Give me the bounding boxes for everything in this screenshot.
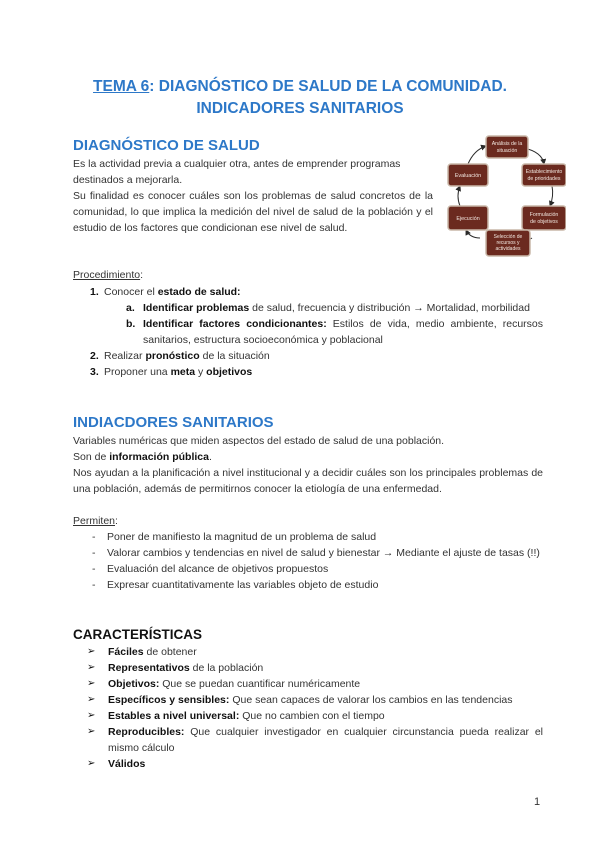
list-item: - Valorar cambios y tendencias en nivel de salud y bienestar → Mediante el ajuste de tasas (!!)	[92, 547, 540, 559]
svg-text:Formulación: Formulación	[529, 212, 559, 218]
permiten-list	[73, 529, 543, 593]
page-number: 1	[534, 796, 541, 808]
procedure-list	[73, 284, 543, 380]
list-item: ➢ Representativos de la población	[87, 662, 264, 674]
permiten-label: Permiten:	[73, 515, 118, 527]
section1-para1: Es la actividad previa a cualquier otra, antes de emprender programas destinados a mejorarla.	[73, 158, 401, 186]
arrow-bullet-icon: ➢	[87, 726, 96, 737]
section-heading-caracteristicas: CARACTERÍSTICAS	[73, 627, 203, 642]
procedure-step-1: 1. Conocer el estado de salud:	[90, 286, 241, 298]
cycle-box-objetivos	[522, 206, 566, 230]
arrow-bullet-icon: ➢	[87, 694, 96, 705]
list-item: - Expresar cuantitativamente las variables objeto de estudio	[92, 579, 379, 591]
procedure-step-3: 3. Proponer una meta y objetivos	[90, 366, 253, 378]
svg-text:actividades: actividades	[495, 246, 521, 252]
svg-text:Análisis de la: Análisis de la	[491, 141, 523, 147]
section2-para: Nos ayudan a la planificación a nivel institucional y a decidir cuáles son los principales problemas de una población, además de permitirnos conocer la etiología de una enfermedad.	[73, 467, 543, 495]
list-item: - Evaluación del alcance de objetivos propuestos	[92, 563, 329, 575]
list-item: ➢ Reproducibles: Que cualquier investigador en cualquier circunstancia pueda realizar el mismo cálculo	[87, 726, 543, 754]
arrow-bullet-icon: ➢	[87, 758, 96, 769]
list-item: ➢ Válidos	[87, 758, 146, 770]
arrow-bullet-icon: ➢	[87, 662, 96, 673]
procedure-step-2: 2. Realizar pronóstico de la situación	[90, 350, 270, 362]
title-prefix: TEMA 6	[93, 78, 150, 95]
cycle-box-evaluacion	[448, 164, 488, 186]
cycle-arrow	[466, 230, 480, 238]
cycle-box-analisis	[486, 136, 528, 158]
arrow-bullet-icon: ➢	[87, 678, 96, 689]
arrow-bullet-icon: ➢	[87, 646, 96, 657]
list-item: ➢ Fáciles de obtener	[87, 646, 197, 658]
cycle-arrow	[468, 146, 486, 164]
arrow-bullet-icon: ➢	[87, 710, 96, 721]
svg-text:recursos y: recursos y	[496, 240, 520, 246]
list-item: ➢ Estables a nivel universal: Que no cambien con el tiempo	[87, 710, 385, 722]
section-heading-diagnostico: DIAGNÓSTICO DE SALUD	[73, 137, 260, 154]
list-item: ➢ Específicos y sensibles: Que sean capaces de valorar los cambios en las tendencias	[87, 694, 513, 706]
svg-text:Evaluación: Evaluación	[454, 173, 482, 179]
page-title	[40, 76, 560, 120]
section-heading-indicadores: INDIACDORES SANITARIOS	[73, 414, 274, 431]
characteristics-list	[73, 644, 543, 772]
title-rest: : DIAGNÓSTICO DE SALUD DE LA COMUNIDAD.	[149, 78, 507, 95]
cycle-box-prioridades	[522, 164, 566, 186]
svg-text:situación: situación	[496, 148, 518, 154]
svg-text:Establecimiento: Establecimiento	[525, 169, 563, 175]
svg-text:de objetivos: de objetivos	[530, 219, 558, 225]
list-item: - Poner de manifiesto la magnitud de un problema de salud	[92, 531, 377, 543]
section2-line2: Son de información pública.	[73, 451, 212, 463]
procedure-substep-b: b. Identificar factores condicionantes: Estilos de vida, medio ambiente, recursos sanitarios, estructura socioeconómica y poblacional	[126, 318, 543, 346]
svg-text:de prioridades: de prioridades	[527, 176, 561, 182]
cycle-arrow	[458, 186, 460, 206]
section1-para2: Su finalidad es conocer cuáles son los problemas de salud concretos de la comunidad, lo que implica la medición del nivel de salud de la población y el estudio de los factores que condicionan ese nivel de salud.	[73, 190, 433, 234]
cycle-box-ejecucion	[448, 206, 488, 230]
svg-text:Selección de: Selección de	[493, 234, 523, 240]
cycle-box-recursos	[486, 230, 530, 256]
svg-text:Ejecución: Ejecución	[456, 216, 480, 222]
section2-line1: Variables numéricas que miden aspectos del estado de salud de una población.	[73, 435, 445, 447]
cycle-arrow	[550, 186, 553, 206]
procedure-substep-a: a. Identificar problemas de salud, frecuencia y distribución → Mortalidad, morbilidad	[126, 302, 530, 314]
planning-cycle-diagram	[446, 134, 566, 258]
list-item: ➢ Objetivos: Que se puedan cuantificar numéricamente	[87, 678, 361, 690]
procedimiento-label: Procedimiento:	[73, 269, 144, 281]
title-line2: INDICADORES SANITARIOS	[196, 100, 404, 117]
